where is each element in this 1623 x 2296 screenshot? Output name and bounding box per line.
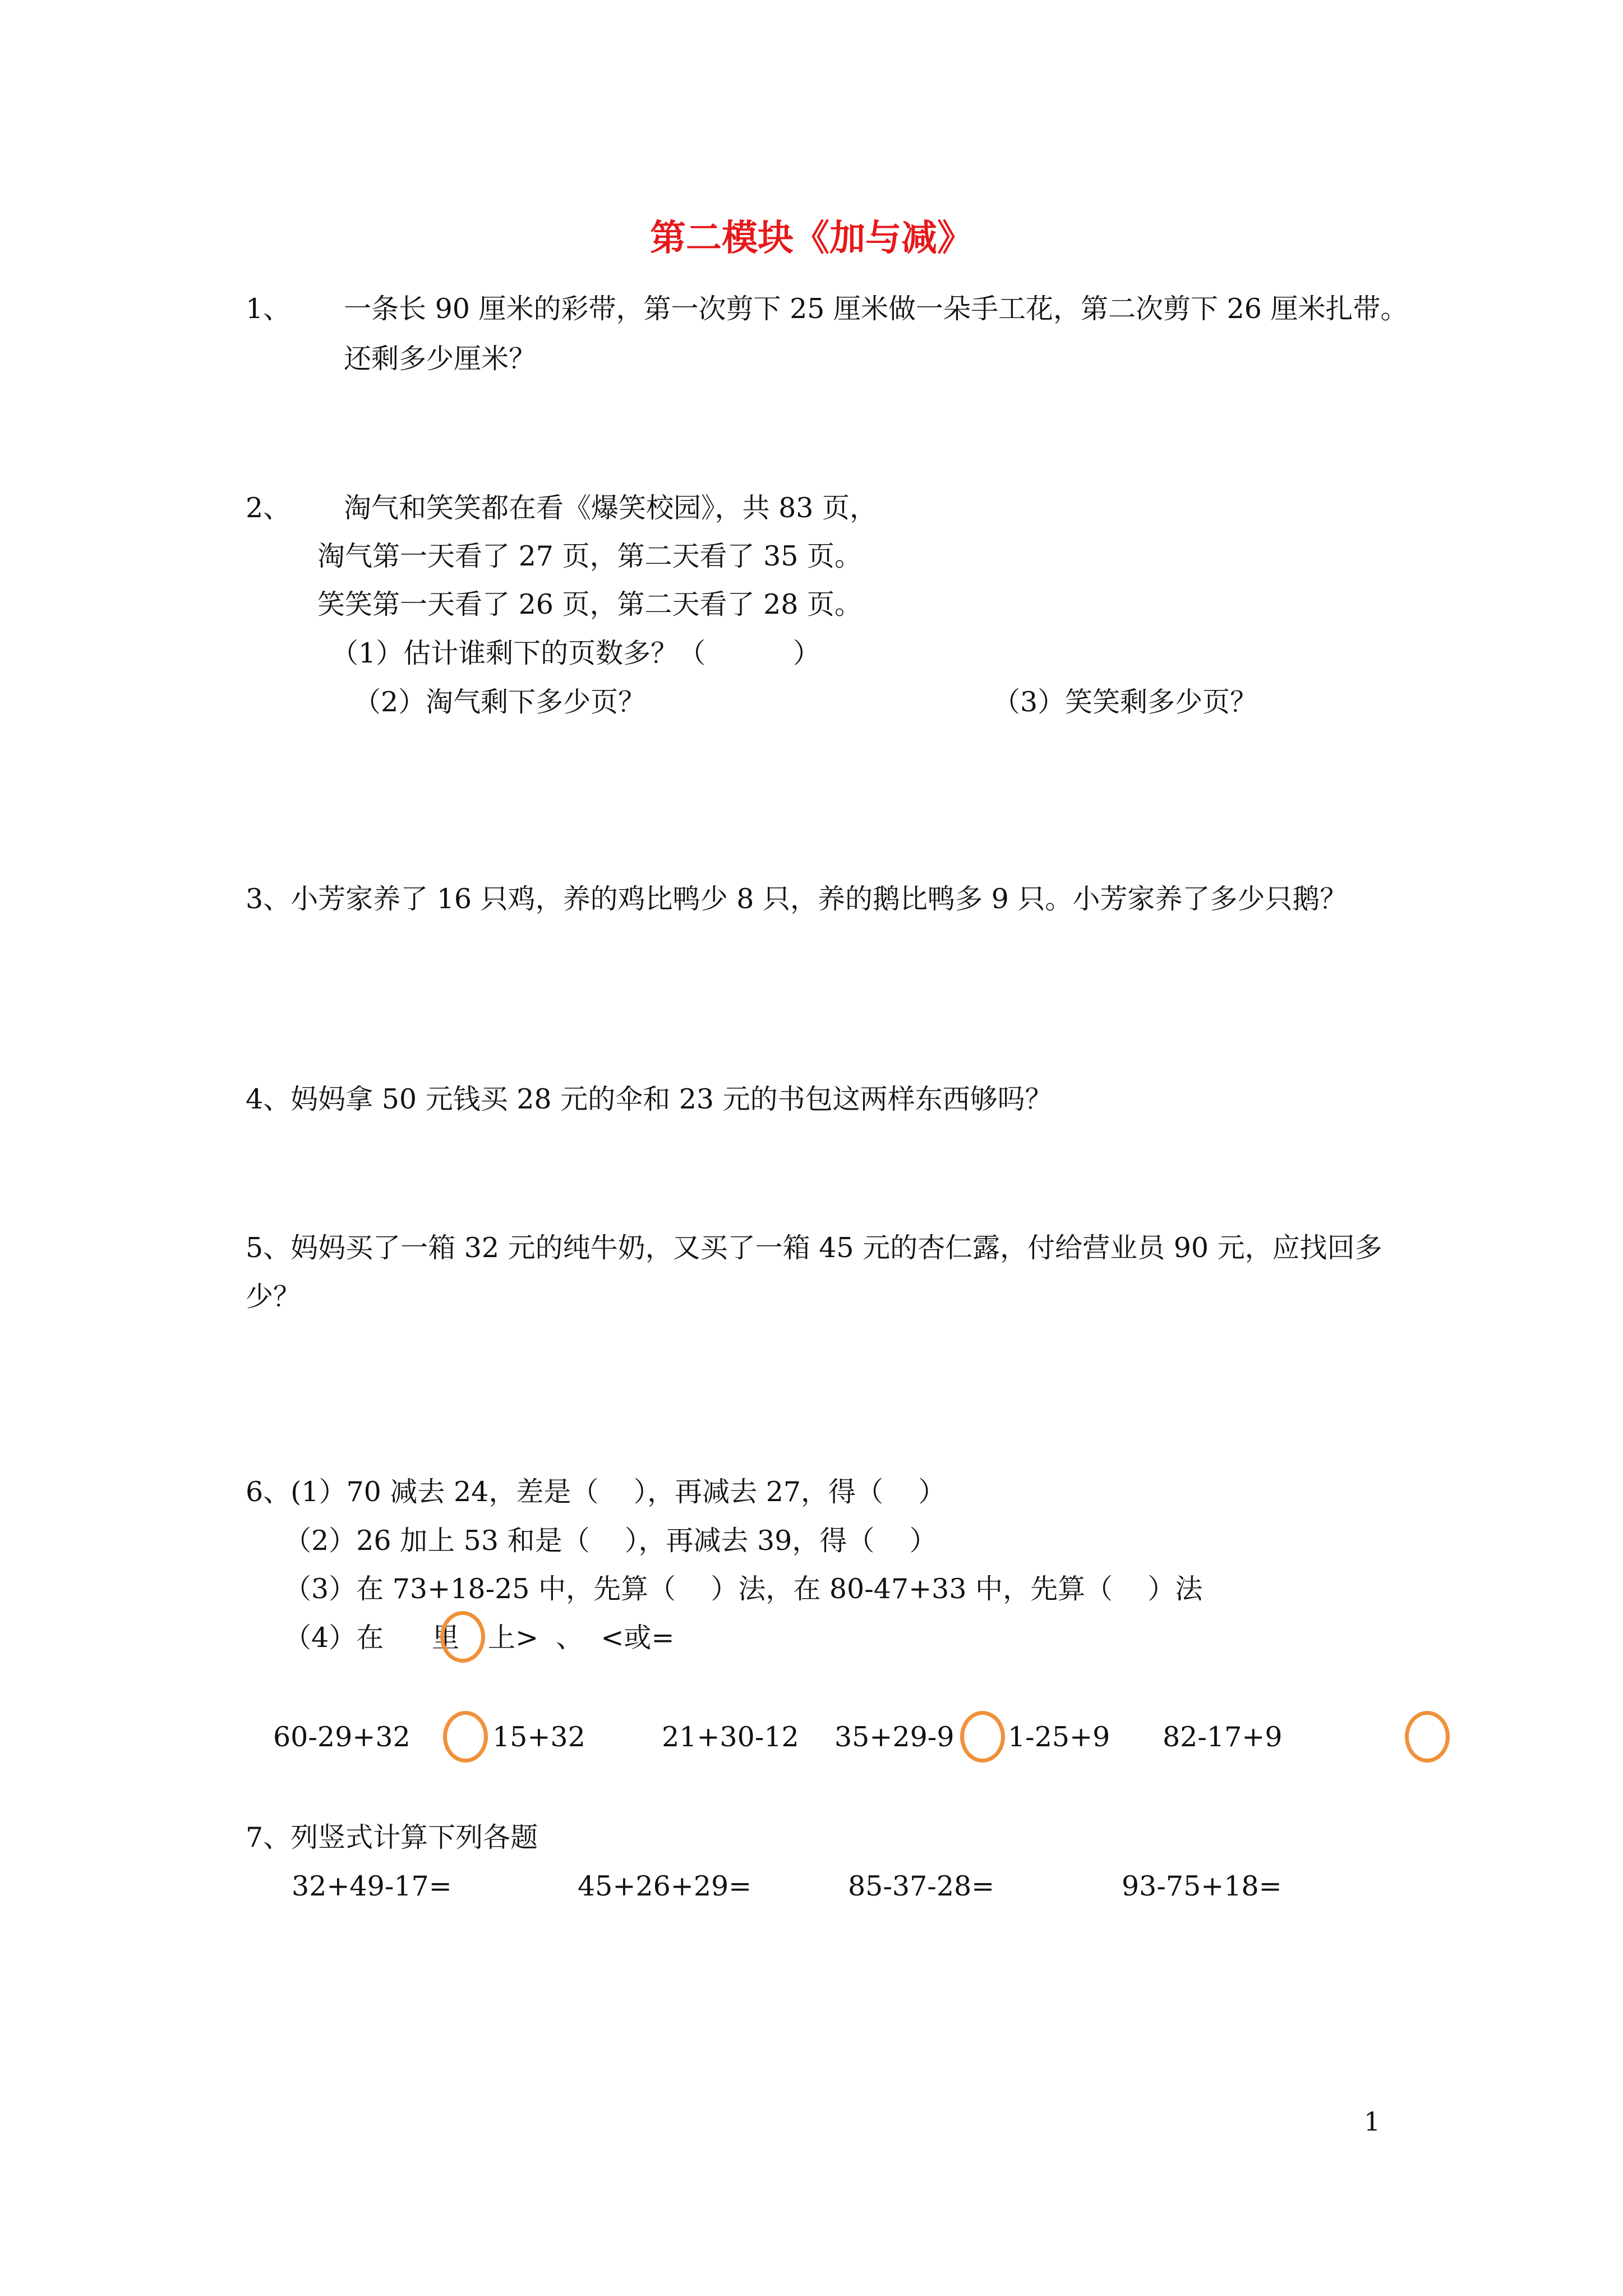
q5-line2: 少？ [246,1281,301,1313]
q2-line1: 淘气和笑笑都在看《爆笑校园》，共 83 页， [344,492,878,524]
q2-number: 2、 [246,492,291,524]
q6-line4-end: 上> 、 <或= [488,1622,675,1654]
q2-sub2: （2）淘气剩下多少页？ [353,686,646,718]
q6-line4-mid: 里 [432,1622,460,1654]
q7-heading: 7、列竖式计算下列各题 [246,1821,538,1853]
compare-expr-1: 60-29+32 [273,1721,411,1753]
compare-expr-2: 15+32 [492,1721,585,1753]
q7-expr-3: 85-37-28= [848,1870,995,1902]
q1-line2: 还剩多少厘米？ [344,343,537,375]
compare-expr-6: 82-17+9 [1163,1721,1283,1753]
page-title: 第二模块《加与减》 [650,217,973,259]
q7-expr-1: 32+49-17= [292,1870,452,1902]
compare-expr-3: 21+30-12 [662,1721,799,1753]
q2-line3: 笑笑第一天看了 26 页，第二天看了 28 页。 [317,588,863,620]
circle-blank-icon [960,1711,1005,1763]
compare-expr-4: 35+29-9 [834,1721,955,1753]
q6-line1: 6、(1）70 减去 24，差是（ ），再减去 27，得（ ） [246,1476,946,1508]
q7-expr-2: 45+26+29= [578,1870,752,1902]
page-number: 1 [1364,2106,1381,2137]
q1-number: 1、 [246,293,291,325]
q3-text: 3、小芳家养了 16 只鸡，养的鸡比鸭少 8 只，养的鹅比鸭多 9 只。小芳家养了多少只鹅？ [246,883,1348,915]
q2-line2: 淘气第一天看了 27 页，第二天看了 35 页。 [317,540,863,572]
q6-line4-start: （4）在 [284,1622,384,1654]
circle-blank-icon [443,1711,488,1763]
q6-line3: （3）在 73+18-25 中，先算（ ）法，在 80-47+33 中，先算（ ）法 [284,1573,1203,1605]
q1-line1: 一条长 90 厘米的彩带，第一次剪下 25 厘米做一朵手工花，第二次剪下 26 厘米扎带。 [344,293,1408,325]
q6-line2: （2）26 加上 53 和是（ ），再减去 39，得（ ） [284,1525,937,1557]
q7-expr-4: 93-75+18= [1122,1870,1282,1902]
q2-sub3: （3）笑笑剩多少页？ [993,686,1258,718]
q4-text: 4、妈妈拿 50 元钱买 28 元的伞和 23 元的书包这两样东西够吗？ [246,1083,1053,1115]
circle-blank-icon [440,1611,485,1663]
compare-expr-5: 1-25+9 [1008,1721,1110,1753]
q2-sub1: （1）估计谁剩下的页数多？（ ） [331,637,820,669]
q5-line1: 5、妈妈买了一箱 32 元的纯牛奶，又买了一箱 45 元的杏仁露，付给营业员 90 元，应找回多 [246,1232,1382,1264]
circle-blank-icon [1405,1711,1450,1763]
